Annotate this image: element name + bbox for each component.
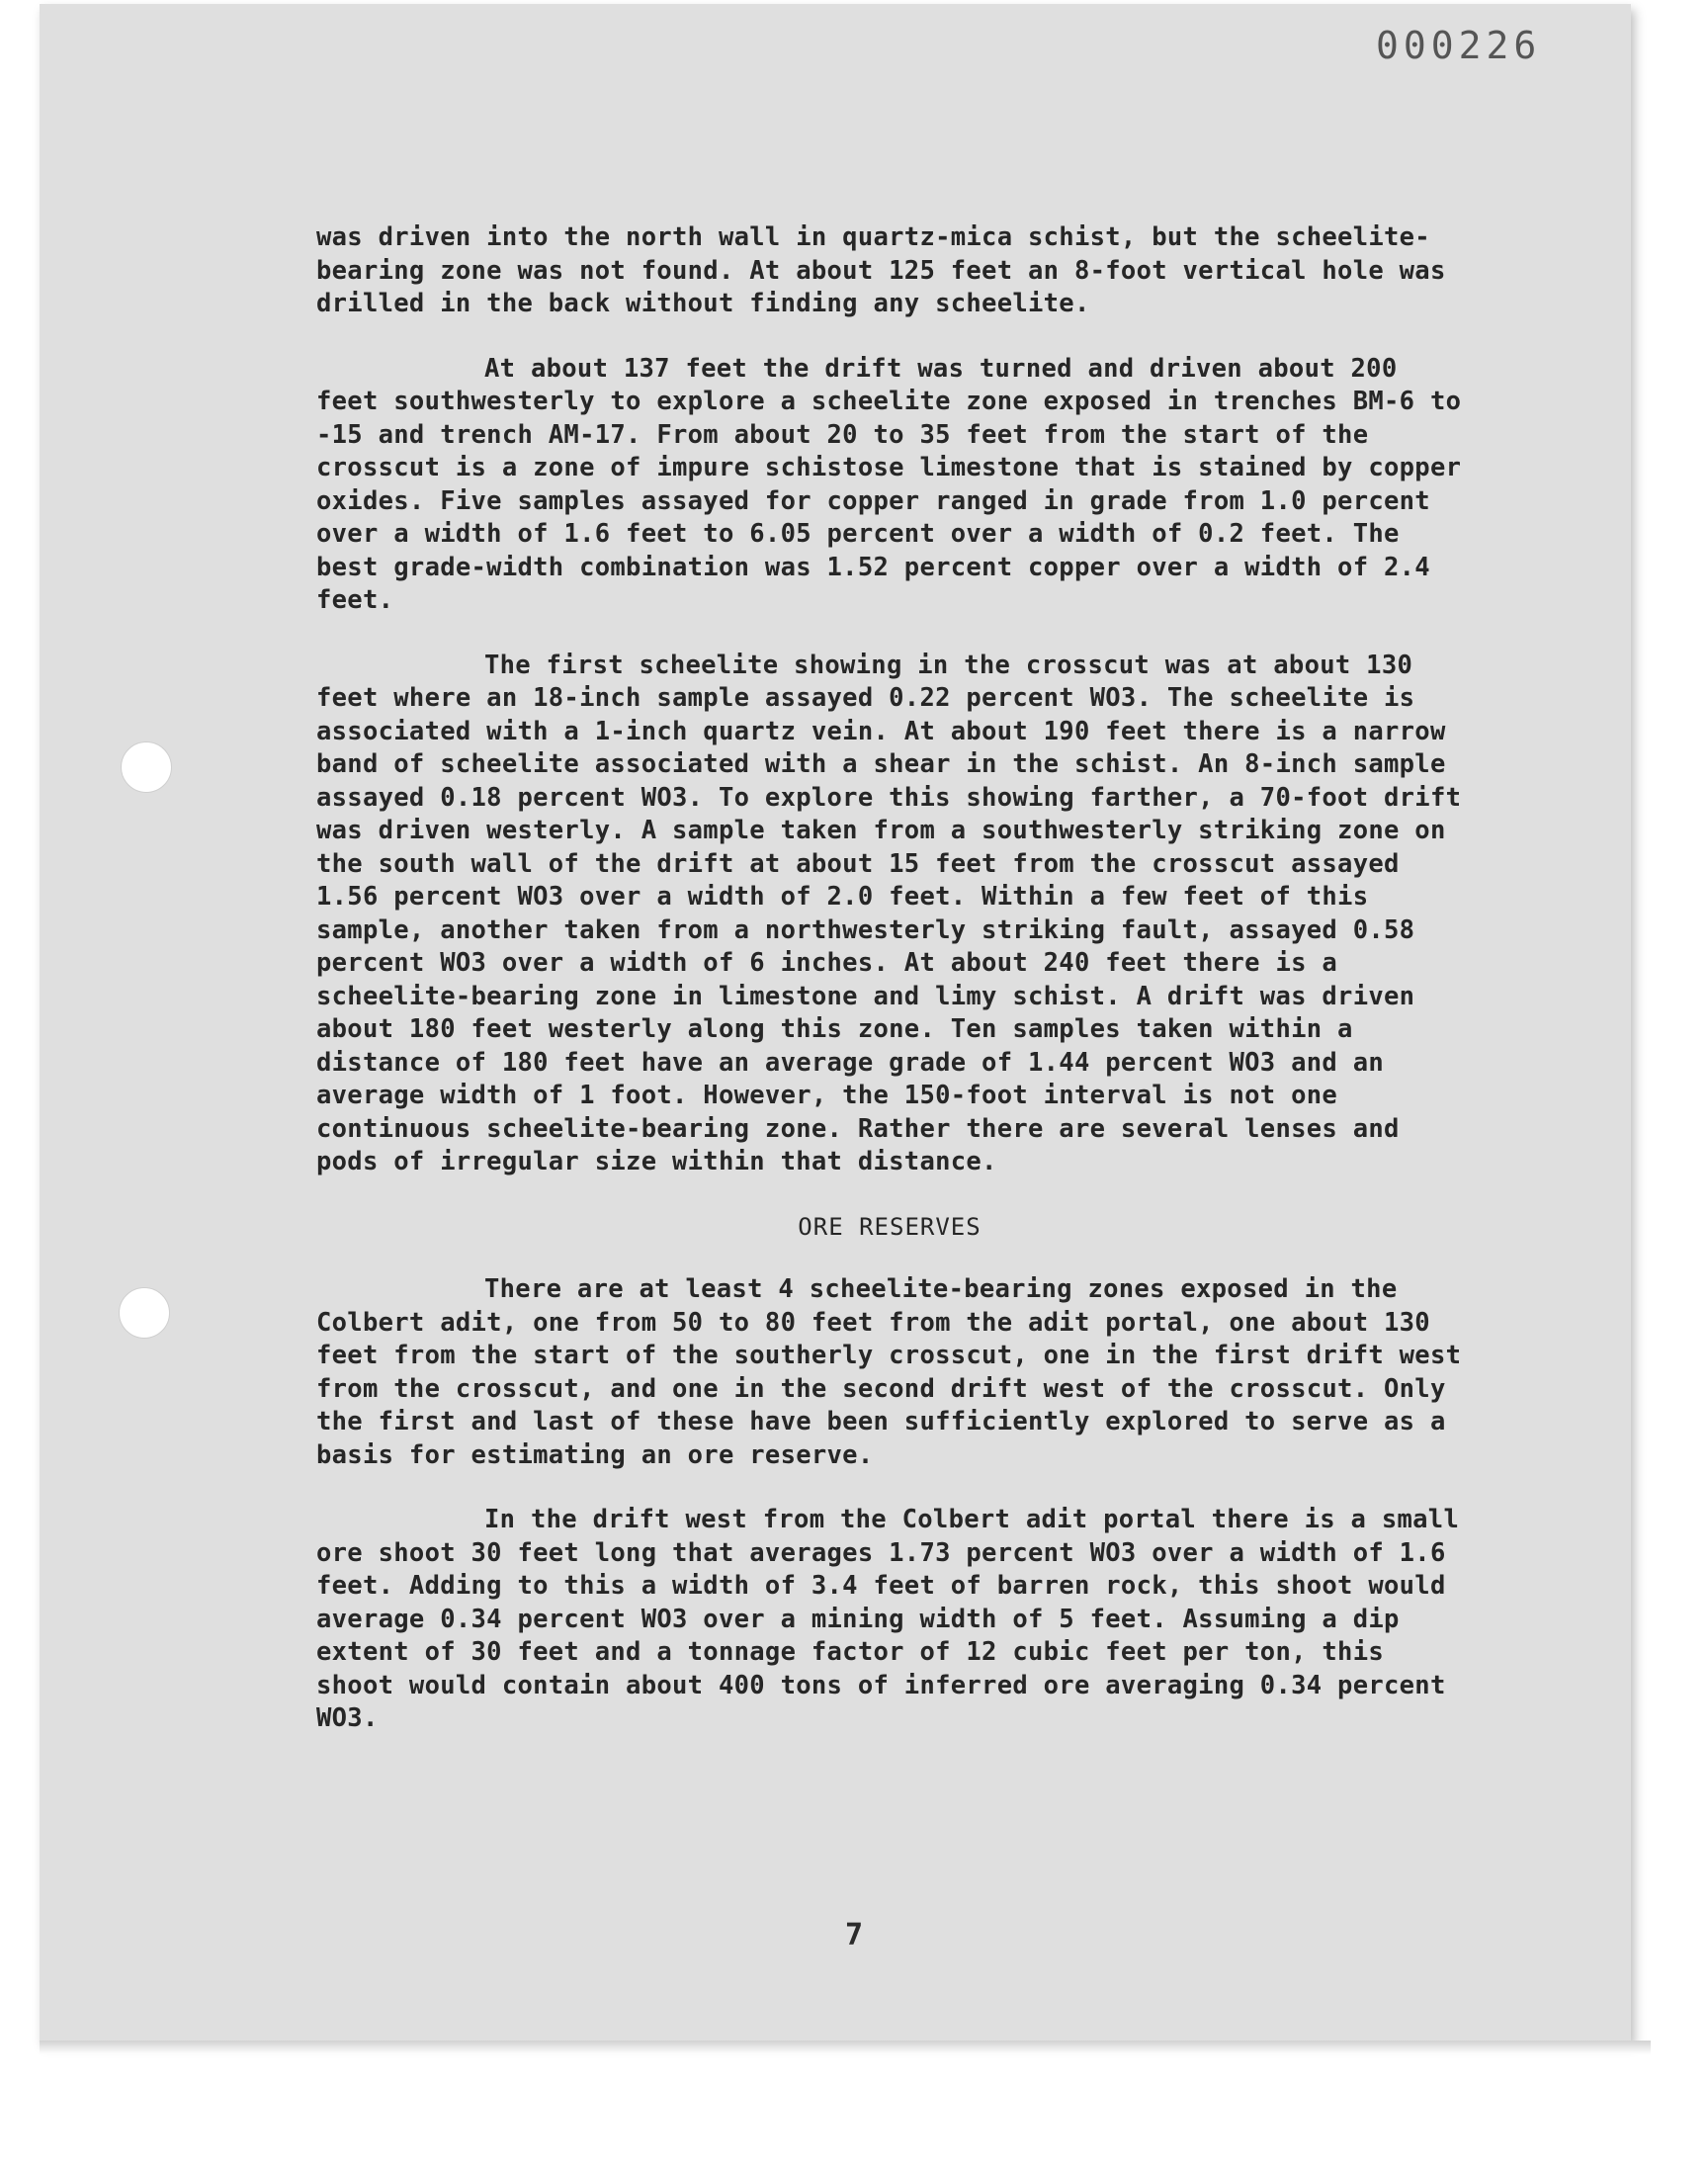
paragraph-5: In the drift west from the Colbert adit portal there is a small ore shoot 30 feet long that averages 1.73 percent WO3 over a width of 1.6 feet. Adding to this a width of 3.4 feet of barren rock, this shoot would average 0.34 percent WO3 over a mining width of 5 feet. Assuming a dip extent of 30 feet and a tonnage factor of 12 cubic feet per ton, this shoot would contain about 400 tons of inferred ore averaging 0.34 percent WO3. — [316, 1505, 1460, 1733]
section-heading: ORE RESERVES — [798, 1212, 982, 1241]
paragraph-1: was driven into the north wall in quartz-mica schist, but the scheelite-bearing zone was not found. At about 125 feet an 8-foot vertical hole was drilled in the back without finding any scheelite. — [316, 222, 1446, 318]
paragraph-4: There are at least 4 scheelite-bearing zones exposed in the Colbert adit, one from 50 to 80 feet from the adit portal, one about 130 feet from the start of the southerly crosscut, one in the first drift west from the crosscut, and one in the second drift west of the crosscut. Only the first and last of these have been sufficiently explored to serve as a basis for estimating an ore reserve. — [316, 1274, 1462, 1470]
page-shadow — [40, 2041, 1651, 2054]
document-body — [316, 221, 1463, 1768]
page-number: 7 — [844, 1918, 864, 1953]
paragraph-3: The first scheelite showing in the crosscut was at about 130 feet where an 18-inch sample assayed 0.22 percent WO3. The scheelite is associated with a 1-inch quartz vein. At about 190 feet there is a narrow band of scheelite associated with a shear in the schist. An 8-inch sample assayed 0.18 percent WO3. To explore this showing farther, a 70-foot drift was driven westerly. A sample taken from a southwesterly striking zone on the south wall of the drift at about 15 feet from the crosscut assayed 1.56 percent WO3 over a width of 2.0 feet. Within a few feet of this sample, another taken from a northwesterly striking fault, assayed 0.58 percent WO3 over a width of 6 inches. At about 240 feet there is a scheelite-bearing zone in limestone and limy schist. A drift was driven about 180 feet westerly along this zone. Ten samples taken within a distance of 180 feet have an average grade of 1.44 percent WO3 and an average width of 1 foot. However, the 150-foot interval is not one continuous scheelite-bearing zone. Rather there are several lenses and pods of irregular size within that distance. — [316, 650, 1462, 1176]
page-id: 000226 — [1376, 24, 1542, 67]
paragraph-2: At about 137 feet the drift was turned and driven about 200 feet southwesterly to explore a scheelite zone exposed in trenches BM-6 to -15 and trench AM-17. From about 20 to 35 feet from the start of the crosscut is a zone of impure schistose limestone that is stained by copper oxides. Five samples assayed for copper ranged in grade from 1.0 percent over a width of 1.6 feet to 6.05 percent over a width of 0.2 feet. The best grade-width combination was 1.52 percent copper over a width of 2.4 feet. — [316, 353, 1462, 615]
punch-hole — [121, 741, 172, 793]
punch-hole — [119, 1287, 170, 1339]
